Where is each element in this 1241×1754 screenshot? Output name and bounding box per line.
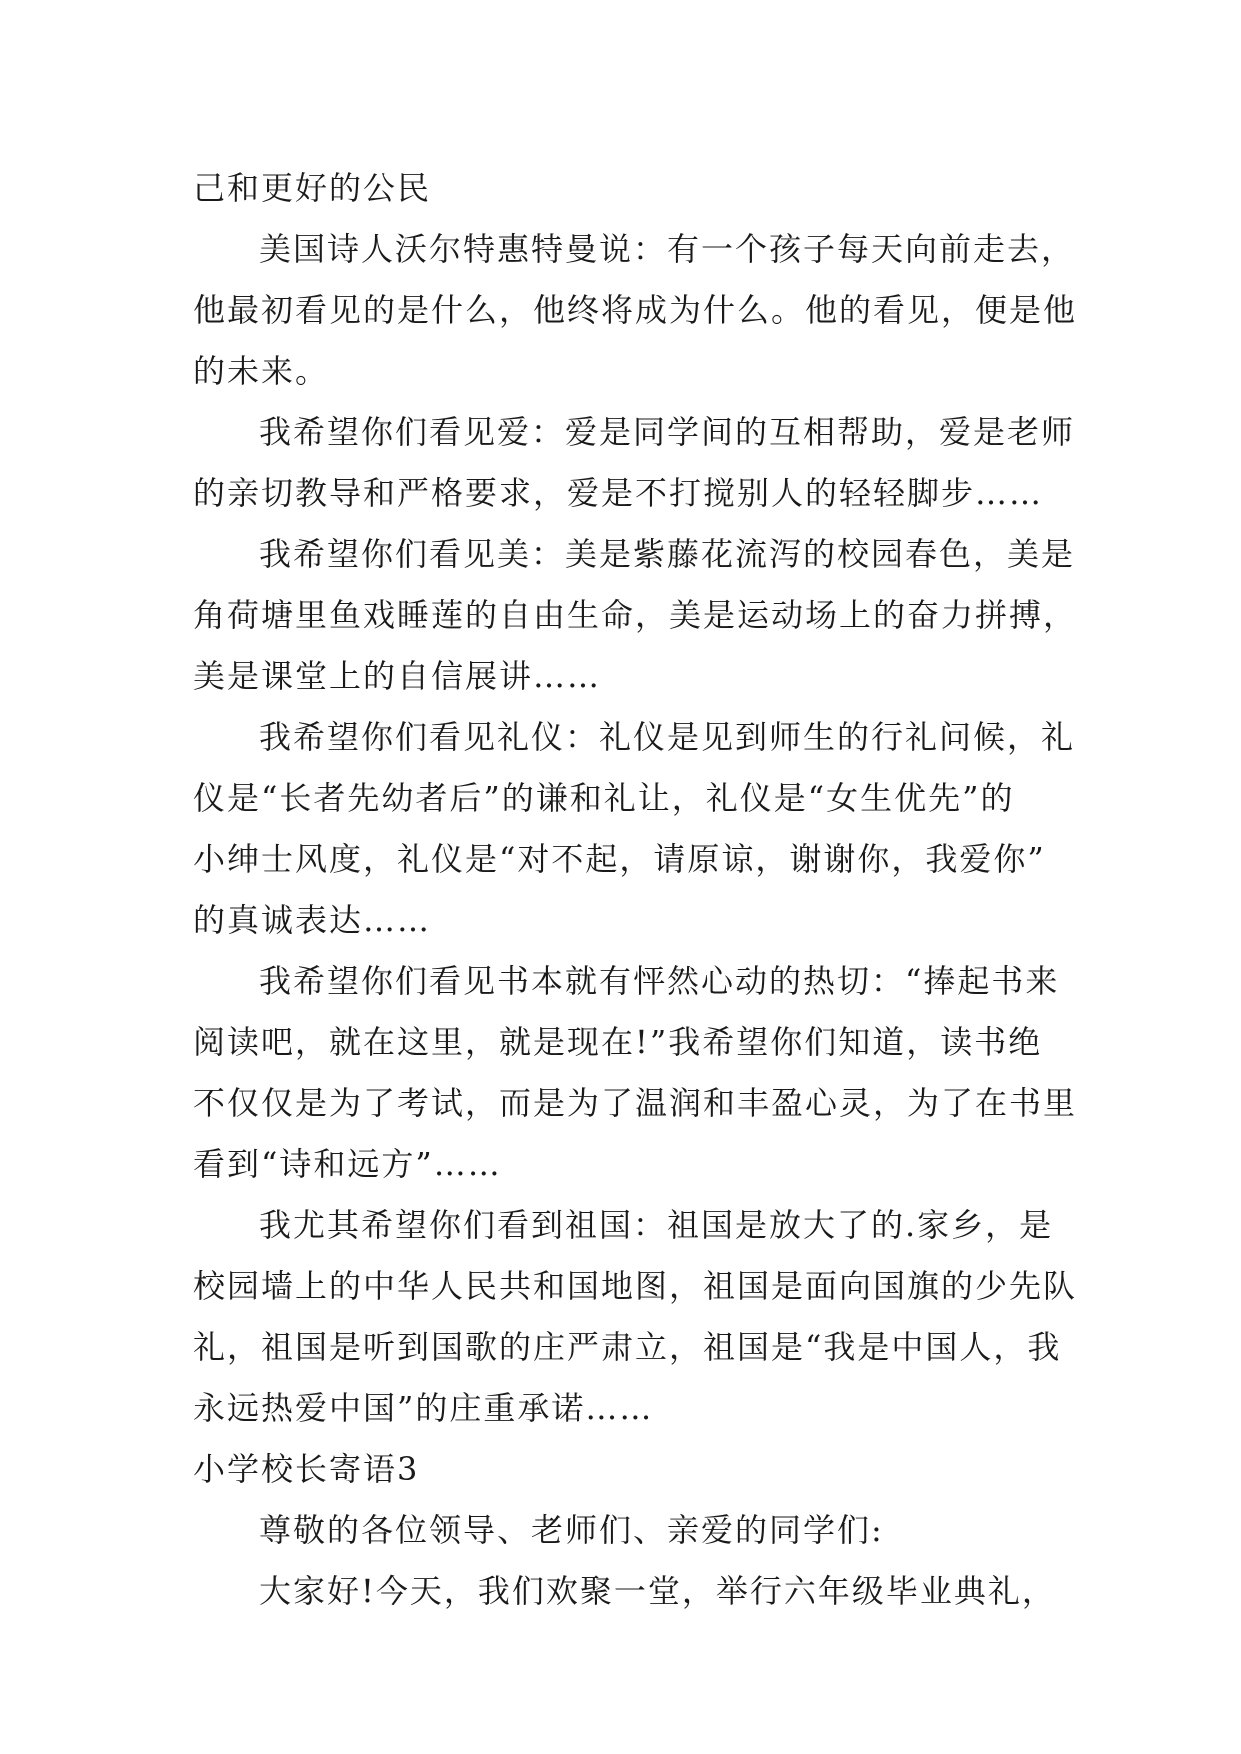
text-line: 我希望你们看见书本就有怦然心动的热切：“捧起书来	[259, 962, 1060, 1000]
text-line: 的亲切教导和严格要求，爱是不打搅别人的轻轻脚步……	[193, 474, 1044, 512]
text-line: 不仅仅是为了考试，而是为了温润和丰盈心灵，为了在书里	[193, 1084, 1078, 1122]
text-line: 他最初看见的是什么，他终将成为什么。他的看见，便是他	[193, 291, 1078, 329]
text-line: 大家好!今天，我们欢聚一堂，举行六年级毕业典礼，	[259, 1572, 1056, 1610]
text-line: 礼，祖国是听到国歌的庄严肃立，祖国是“我是中国人，我	[193, 1328, 1062, 1366]
text-line: 小绅士风度，礼仪是“对不起，请原谅，谢谢你，我爱你”	[193, 840, 1046, 878]
text-line: 美是课堂上的自信展讲……	[193, 657, 602, 695]
section-heading: 小学校长寄语3	[193, 1450, 420, 1488]
text-line: 阅读吧，就在这里，就是现在!”我希望你们知道，读书绝	[193, 1023, 1043, 1061]
text-line: 仪是“长者先幼者后”的谦和礼让，礼仪是“女生优先”的	[193, 779, 1015, 817]
text-line: 的真诚表达……	[193, 901, 432, 939]
document-body	[193, 158, 1078, 1622]
text-line: 我希望你们看见爱：爱是同学间的互相帮助，爱是老师	[259, 413, 1076, 451]
text-line: 看到“诗和远方”……	[193, 1145, 502, 1183]
text-line: 我尤其希望你们看到祖国：祖国是放大了的.家乡，是	[259, 1206, 1054, 1244]
text-line: 己和更好的公民	[193, 169, 432, 207]
text-line: 校园墙上的中华人民共和国地图，祖国是面向国旗的少先队	[193, 1267, 1078, 1305]
text-line: 我希望你们看见礼仪：礼仪是见到师生的行礼问候，礼	[259, 718, 1076, 756]
text-line: 的未来。	[193, 352, 330, 390]
text-line: 尊敬的各位领导、老师们、亲爱的同学们:	[259, 1511, 884, 1549]
text-line: 我希望你们看见美：美是紫藤花流泻的校园春色，美是	[259, 535, 1076, 573]
text-line: 美国诗人沃尔特惠特曼说：有一个孩子每天向前走去，	[259, 230, 1076, 268]
text-line: 角荷塘里鱼戏睡莲的自由生命，美是运动场上的奋力拼搏，	[193, 596, 1078, 634]
text-line: 永远热爱中国”的庄重承诺……	[193, 1389, 654, 1427]
